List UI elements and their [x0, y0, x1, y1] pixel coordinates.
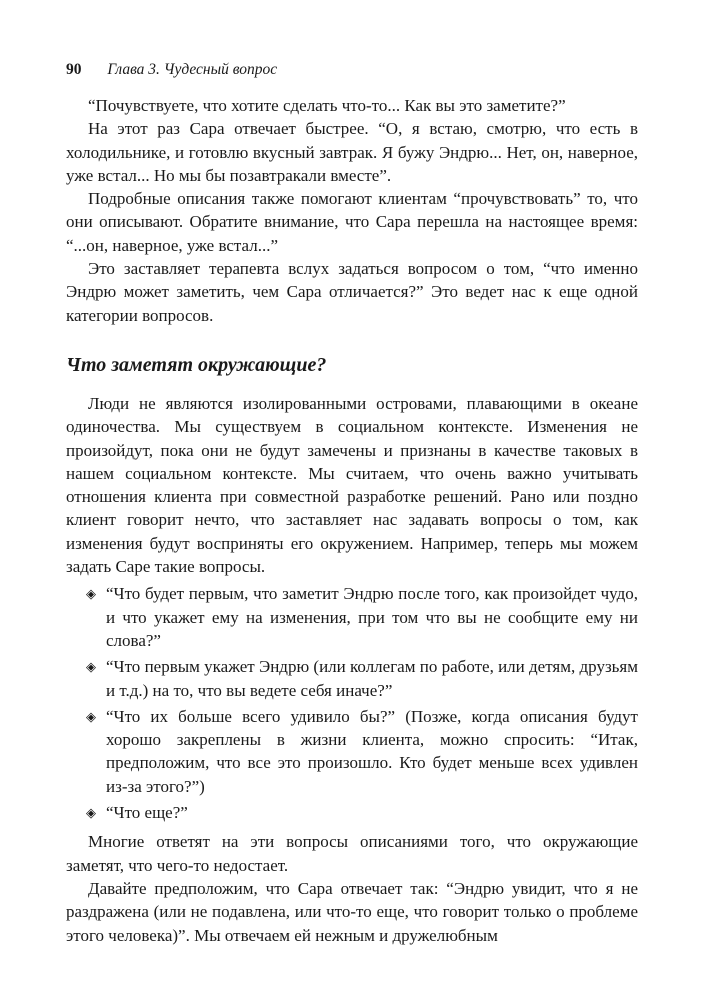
- paragraph: Давайте предположим, что Сара отвечает так: “Эндрю увидит, что я не раздражена (или не подавлена, или что-то еще, что говорит только о проблеме этого человека)”. Мы отвечаем ей нежным и дружелюбным: [66, 878, 638, 945]
- chapter-title: Глава 3. Чудесный вопрос: [107, 61, 278, 78]
- list-item: [66, 655, 638, 702]
- paragraph: Многие ответят на эти вопросы описаниями того, что окружающие заметят, что чего-то недостает.: [66, 832, 638, 875]
- paragraph: Это заставляет терапевта вслух задаться вопросом о том, “что именно Эндрю может заметить, чем Сара отличается?” Это ведет нас к еще одной категории вопросов.: [66, 259, 638, 325]
- list-item: [66, 801, 638, 824]
- question-list: [66, 582, 638, 824]
- list-item-text: “Что их больше всего удивило бы?” (Позже, когда описания будут хорошо закреплены в жизни клиента, можно спросить: “Итак, предположим, что все это произошло. Кто будет меньше всех удивлен из-за этого?”): [106, 706, 638, 796]
- section-heading: Что заметят окружающие?: [66, 353, 327, 376]
- list-item-text: “Что первым укажет Эндрю (или коллегам по работе, или детям, друзьям и т.д.) на то, что вы ведете себя иначе?”: [106, 657, 638, 700]
- list-item: [66, 582, 638, 652]
- list-item: [66, 705, 638, 798]
- diamond-bullet-icon: ◈: [86, 586, 96, 602]
- list-item-text: “Что будет первым, что заметит Эндрю после того, как произойдет чудо, и что укажет ему на изменения, при том что вы не сообщите ему ни слова?”: [106, 584, 638, 650]
- diamond-bullet-icon: ◈: [86, 659, 96, 675]
- paragraph: На этот раз Сара отвечает быстрее. “О, я встаю, смотрю, что есть в холодильнике, и готовлю вкусный завтрак. Я бужу Эндрю... Нет, он, наверное, уже встал... Но мы бы позавтракали вместе”.: [66, 119, 638, 185]
- diamond-bullet-icon: ◈: [86, 708, 96, 724]
- diamond-bullet-icon: ◈: [86, 805, 96, 821]
- paragraph: “Почувствуете, что хотите сделать что-то... Как вы это заметите?”: [88, 96, 566, 115]
- list-item-text: “Что еще?”: [106, 803, 188, 823]
- page-number: 90: [66, 61, 82, 78]
- section-intro-paragraph: Люди не являются изолированными островами, плавающими в океане одиночества. Мы существуем в социальном контексте. Изменения не произойдут, пока они не будут замечены и признаны в качестве таковых в нашем социальном контексте. Мы считаем, что очень важно учитывать отношения клиента при совместной разработке решений. Рано или поздно клиент говорит нечто, что заставляет нас задавать вопросы о том, как изменения будут восприняты его окружением. Например, теперь мы можем задать Саре такие вопросы.: [66, 393, 638, 577]
- running-header: [66, 60, 638, 80]
- book-page: [66, 60, 638, 947]
- paragraph: Подробные описания также помогают клиентам “прочувствовать” то, что они описывают. Обратите внимание, что Сара перешла на настоящее время: “...он, наверное, уже встал...”: [66, 189, 638, 255]
